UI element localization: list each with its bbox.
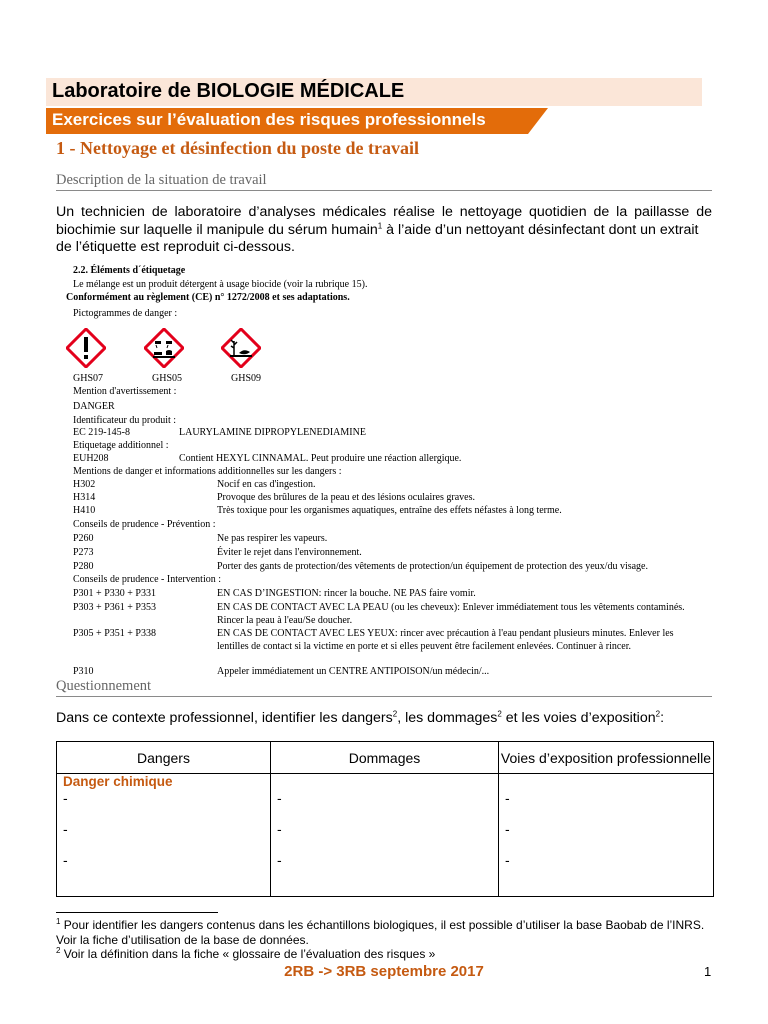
hazard-text: Nocif en cas d'ingestion. <box>217 479 316 490</box>
subtitle-text: Exercices sur l’évaluation des risques professionnels <box>52 110 486 129</box>
hazard-code: H314 <box>73 492 96 503</box>
intervention-code: P301 + P330 + P331 <box>73 588 156 599</box>
footer-text: 2RB -> 3RB septembre 2017 <box>284 963 484 980</box>
picto-code-1: GHS07 <box>73 373 104 384</box>
header-title-prefix: Laboratoire de <box>52 80 197 102</box>
prevention-code: P273 <box>73 547 94 558</box>
footnote-2-marker: 2 <box>56 946 61 955</box>
hazard-code: H302 <box>73 479 96 490</box>
picto-code-2: GHS05 <box>152 373 183 384</box>
answer-dash: - <box>505 821 510 837</box>
prevention-code: P280 <box>73 561 94 572</box>
footnote-1-marker: 1 <box>56 917 61 926</box>
answer-dash: - <box>63 821 68 837</box>
answer-dash: - <box>505 852 510 868</box>
label-line1: Le mélange est un produit détergent à usage biocide (voir la rubrique 15). <box>73 279 368 290</box>
intervention-code: P303 + P361 + P353 <box>73 602 156 613</box>
col-header-dangers: Dangers <box>57 742 271 774</box>
answer-table <box>56 741 714 897</box>
table-header-row <box>57 742 714 774</box>
col-header-dommages: Dommages <box>271 742 499 774</box>
question-part3: et les voies d’exposition <box>501 710 656 726</box>
questionnement-heading: Questionnement <box>56 678 712 697</box>
answer-dash: - <box>277 852 282 868</box>
question-part2: , les dommages <box>397 710 498 726</box>
prevention-title: Conseils de prudence - Prévention : <box>73 519 216 530</box>
intervention-text: EN CAS DE CONTACT AVEC LES YEUX: rincer avec précaution à l'eau pendant plusieurs minutes. Enlever les lentilles de contact si la victime en porte et si elles peuvent être facilement enlevées. Continuer à rincer. <box>217 628 674 652</box>
environment-icon <box>221 328 261 368</box>
identifier-title: Identificateur du produit : <box>73 415 177 426</box>
answer-dash: - <box>277 790 282 806</box>
intervention-text: EN CAS D’INGESTION: rincer la bouche. NE PAS faire vomir. <box>217 588 476 599</box>
ec-name: LAURYLAMINE DIPROPYLENEDIAMINE <box>179 427 366 438</box>
footnote-ref-1[interactable]: 1 <box>377 220 383 230</box>
intervention-code: P305 + P351 + P338 <box>73 628 156 639</box>
footnote-ref-2[interactable]: 2 <box>497 709 502 719</box>
answer-dash: - <box>63 852 68 868</box>
description-paragraph <box>56 204 712 257</box>
para-part2: à l’aide d’un nettoyant désinfectant dont un extrait <box>382 221 699 238</box>
ec-number: EC 219-145-8 <box>73 427 130 438</box>
corrosion-icon <box>144 328 184 368</box>
intervention-text: EN CAS DE CONTACT AVEC LA PEAU (ou les cheveux): Enlever immédiatement tous les vêtements contaminés. Rincer la peau à l'eau/Se doucher. <box>217 602 685 626</box>
intervention-title: Conseils de prudence - Intervention : <box>73 574 222 585</box>
page-number: 1 <box>704 964 712 979</box>
footnote-2 <box>56 947 716 962</box>
header-title <box>52 80 404 103</box>
footnote-1-text: Pour identifier les dangers contenus dans les échantillons biologiques, il est possible d’utiliser la base Baobab de l’INRS. Voir la fiche d’utilisation de la base de données. <box>56 918 705 947</box>
header-title-main: BIOLOGIE MÉDICALE <box>196 80 405 102</box>
euh-code: EUH208 <box>73 453 109 464</box>
question-part1: Dans ce contexte professionnel, identifier les dangers <box>56 710 393 726</box>
exclamation-mark-icon <box>66 328 106 368</box>
answer-dash: - <box>277 821 282 837</box>
hazards-title: Mentions de danger et informations additionnelles sur les dangers : <box>73 466 342 477</box>
intervention-text: Appeler immédiatement un CENTRE ANTIPOISON/un médecin/... <box>217 666 490 677</box>
hazard-text: Très toxique pour les organismes aquatiques, entraîne des effets néfastes à long terme. <box>217 505 562 516</box>
signal-title: Mention d'avertissement : <box>73 386 177 397</box>
cell-dommages[interactable] <box>271 774 499 897</box>
label-line2: Conformément au règlement (CE) n° 1272/2008 et ses adaptations. <box>66 292 350 303</box>
answer-dash: - <box>63 790 68 806</box>
footnote-separator <box>56 912 218 913</box>
footnote-ref-2[interactable]: 2 <box>655 709 661 719</box>
signal-word: DANGER <box>73 401 115 412</box>
label-heading: 2.2. Éléments d´étiquetage <box>73 265 186 276</box>
para-part1: Un technicien de laboratoire d’analyses médicales réalise le nettoyage quotidien de la paillasse de biochimie sur laquelle il manipule du sérum humain <box>56 204 712 238</box>
prevention-text: Ne pas respirer les vapeurs. <box>217 533 328 544</box>
footnote-ref-2[interactable]: 2 <box>392 709 398 719</box>
question-text <box>56 710 664 726</box>
prevention-text: Porter des gants de protection/des vêtements de protection/un équipement de protection des yeux/du visage. <box>217 561 648 572</box>
danger-category: Danger chimique <box>63 774 173 789</box>
para-last: de l’étiquette est reproduit ci-dessous. <box>56 239 295 255</box>
pictograms-title: Pictogrammes de danger : <box>73 308 178 319</box>
col-header-voies: Voies d’exposition professionnelle <box>499 742 714 774</box>
footnote-1 <box>56 918 716 948</box>
hazard-code: H410 <box>73 505 96 516</box>
euh-text: Contient HEXYL CINNAMAL. Peut produire une réaction allergique. <box>179 453 462 464</box>
footnote-2-text: Voir la définition dans la fiche « glossaire de l’évaluation des risques » <box>60 947 436 961</box>
answer-dash: - <box>505 790 510 806</box>
cell-voies[interactable] <box>499 774 714 897</box>
picto-code-3: GHS09 <box>231 373 262 384</box>
prevention-text: Éviter le rejet dans l'environnement. <box>217 547 362 558</box>
hazard-text: Provoque des brûlures de la peau et des lésions oculaires graves. <box>217 492 475 503</box>
prevention-code: P260 <box>73 533 94 544</box>
additional-title: Etiquetage additionnel : <box>73 440 169 451</box>
question-part4: : <box>660 710 665 726</box>
section-title: 1 - Nettoyage et désinfection du poste de travail <box>56 138 419 158</box>
cell-dangers[interactable] <box>57 774 271 897</box>
intervention-code: P310 <box>73 666 94 677</box>
subtitle-banner <box>46 108 548 134</box>
description-heading: Description de la situation de travail <box>56 172 712 191</box>
document-header <box>46 78 702 106</box>
table-row <box>57 774 714 897</box>
